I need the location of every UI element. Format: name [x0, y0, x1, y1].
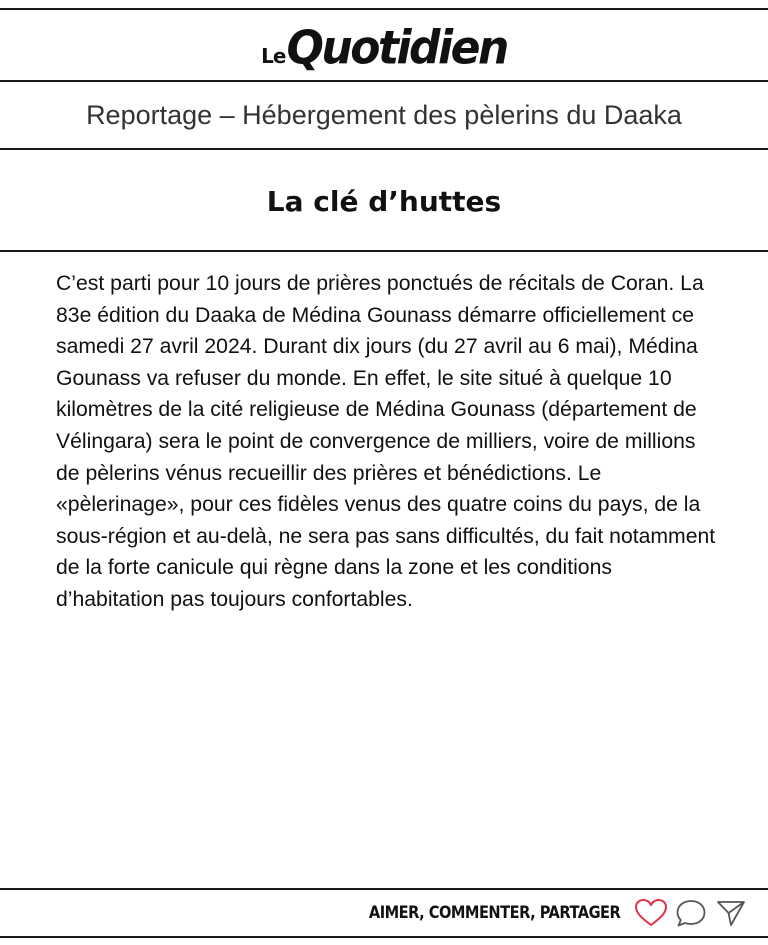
logo-prefix: Le — [261, 44, 286, 68]
logo — [261, 23, 507, 80]
logo-main: Quotidien — [286, 21, 507, 76]
footer — [0, 890, 768, 936]
heart-icon[interactable] — [632, 896, 670, 930]
cta-label: AIMER, COMMENTER, PARTAGER — [368, 903, 620, 923]
bottom-rule — [0, 936, 768, 938]
headline: La clé d’huttes — [266, 184, 502, 218]
article-body: C’est parti pour 10 jours de prières ponctués de récitals de Coran. La 83e édition du Daaka de Médina Gounass démarre officiellement ce samedi 27 avril 2024. Durant dix jours (du 27 avril au 6 mai), Médina Gounass va refuser du monde. En effet, le site situé à quelque 10 kilomètres de la cité religieuse de Médina Gounass (département de Vélingara) sera le point de convergence de milliers, voire de millions de pèlerins vénus recueillir des prières et bénédictions. Le «pèlerinage», pour ces fidèles venus des quatre coins du pays, de la sous-région et au-delà, ne sera pas sans difficultés, du fait notamment de la forte canicule qui règne dans la zone et les conditions d’habitation pas toujours confortables. — [56, 272, 716, 611]
rubric: Reportage – Hébergement des pèlerins du Daaka — [86, 99, 682, 130]
share-icon[interactable] — [712, 896, 750, 930]
action-icons — [632, 896, 750, 930]
masthead — [0, 8, 768, 80]
rubric-rule — [0, 148, 768, 150]
comment-icon[interactable] — [672, 896, 710, 930]
headline-rule — [0, 250, 768, 252]
